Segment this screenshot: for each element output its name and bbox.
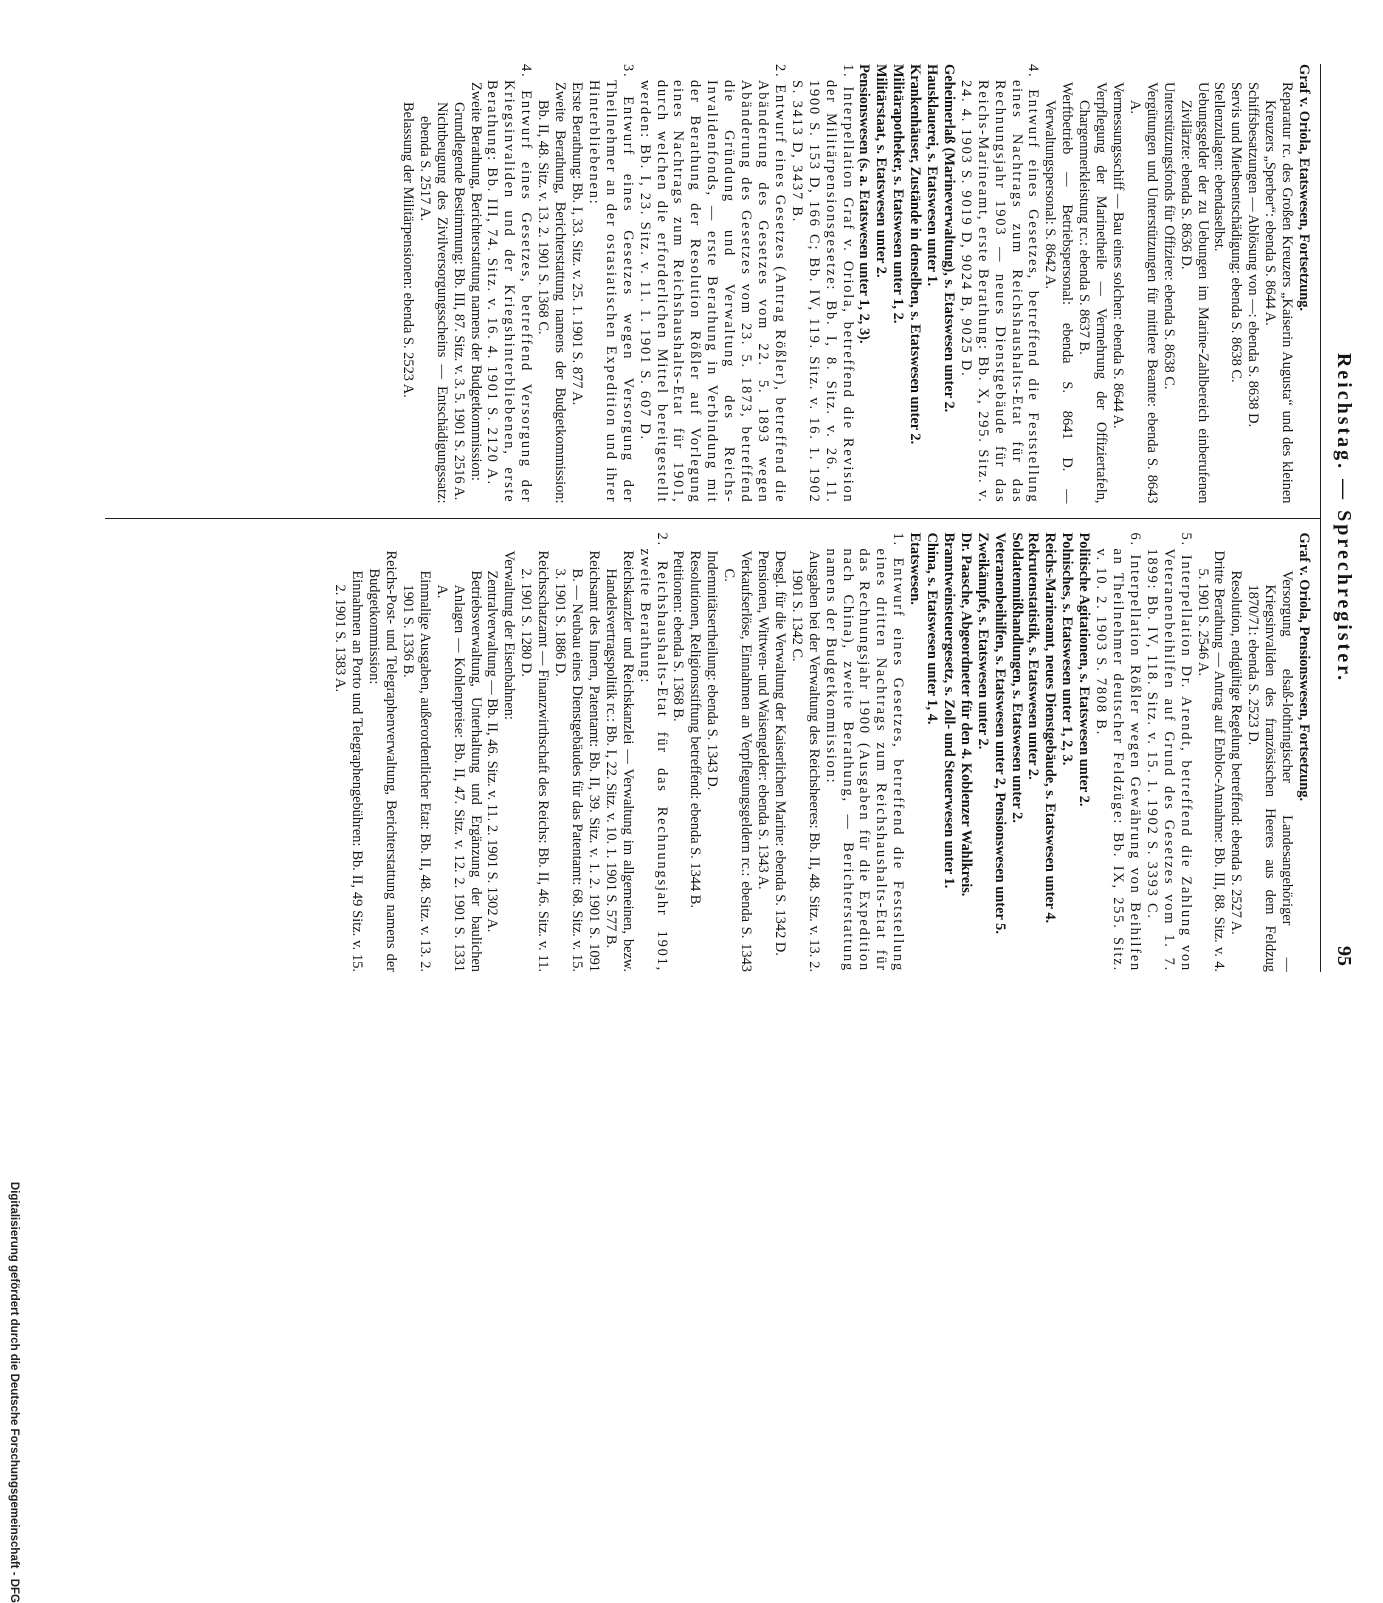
index-entry: Vergütungen und Unterstützungen für mittlere Beamte: ebenda S. 8643 A.: [1126, 82, 1160, 504]
index-entry: Reparatur rc. des Großen Kreuzers „Kaiserin Augusta“ und des kleinen Kreuzers „Sperber“: ebenda S. 8644 A.: [1262, 82, 1296, 504]
text-columns: [105, 64, 1320, 972]
index-subentry: Einnahmen an Porto und Telegraphengebühren: Bb. II, 49 Sitz. v. 15. 2. 1901 S. 1383 A.: [332, 570, 366, 972]
index-entry: Zweite Berathung, Berichterstattung namens der Budgetkommission: Bb. II, 48. Sitz. v. 13. 2. 1901 S. 1368 C.: [535, 82, 569, 504]
page-header: [1320, 64, 1369, 972]
topic-entry: Zweikämpfe, s. Etatswesen unter 2.: [974, 532, 991, 750]
numbered-entry: 3. Entwurf eines Gesetzes wegen Versorgung der Theilnehmer an der ostasiatischen Expedition und ihrer Hinterbliebenen:: [585, 64, 636, 504]
numbered-entry: 2. Entwurf eines Gesetzes (Antrag Rößler), betreffend die Abänderung des Gesetzes vom 22. 5. 1893 wegen Abänderung des Gesetzes vom 23. 5. 1873, betreffend die Gründung und Verwaltung des Reichs-Invalidenfonds, — erste Berathung in Verbindung mit der Berathung der Resolution Rößler auf Vorlegung eines Nachtrags zum Reichshaushalts-Etat für 1901, durch welchen die erforderlichen Mittel bereitgestellt werden: Bb. I, 23. Sitz. v. 11. 1. 1901 S. 607 D.: [636, 64, 788, 504]
numbered-entry: 5. Interpellation Dr. Arendt, betreffend die Zahlung von Veteranenbeihilfen auf Grund des Gesetzes vom 1. 7. 1899: Bb. IV, 118. Sitz. v. 15. 1. 1902 S. 3393 C.: [1143, 532, 1194, 972]
index-entry: Vermessungsschiff — Bau eines solchen: ebenda S. 8644 A.: [1110, 82, 1127, 429]
index-subentry: Nichtbeugung des Zivilversorgungsscheins — Entschädigungssatz: ebenda S. 2517 A.: [416, 102, 450, 504]
index-entry: Reichsamt des Innern, Patentamt: Bb. II, 39. Sitz. v. 1. 2. 1901 S. 1091 B. — Neubau eines Dienstgebäudes für das Patentamt: 68. Sitz. v. 15. 3. 1901 S. 1886 D.: [552, 550, 602, 972]
index-entry: Dritte Berathung — Antrag auf Enbloc-Annahme: Bb. III, 88. Sitz. v. 4. 5. 1901 S. 2546 A.: [1194, 550, 1228, 972]
index-subentry: Grundlegende Bestimmung: Bb. III, 87. Sitz. v. 3. 5. 1901 S. 2516 A.: [450, 102, 467, 501]
index-entry: Werftbetrieb — Betriebspersonal: ebenda S. 8641 D. — Verwaltungspersonal: S. 8642 A.: [1042, 82, 1076, 504]
index-entry: Petitionen: ebenda S. 1368 B.: [670, 550, 687, 722]
index-entry: Reichskanzler und Reichskanzlei — Verwaltung im allgemeinen, bezw. Handelsvertragspolitik rc.: Bb. I, 22. Sitz. v. 10. 1. 1901 S. 577 B.: [602, 550, 636, 972]
index-entry: Verpflegung der Marinetheile — Vermehrung der Offiziertafeln, Chargenmerkleistung rc.: ebenda S. 8637 B.: [1076, 82, 1110, 504]
topic-entry: Branntweinsteuergesetz, s. Zoll- und Steuerwesen unter 1.: [940, 532, 957, 889]
index-subentry: Einmalige Ausgaben, außerordentlicher Etat: Bb. II, 48. Sitz. v. 13. 2. 1901 S. 1336 B.: [399, 570, 433, 972]
topic-entry: Politische Agitationen, s. Etatswesen unter 2.: [1076, 532, 1093, 807]
index-entry: Reichs-Post- und Telegraphenverwaltung, Berichterstattung namens der Budgetkommission:: [366, 550, 400, 972]
index-entry: Stellenzulagen: ebendaselbst.: [1211, 82, 1228, 252]
topic-entry: Krankenhäuser, Zustände in denselben, s. Etatswesen unter 2.: [907, 64, 924, 445]
numbered-entry: 2. Reichshaushalts-Etat für das Rechnungsjahr 1901, zweite Berathung:: [636, 532, 670, 972]
right-column: [105, 519, 1320, 973]
index-subentry: Zentralverwaltung — Bb. II, 46. Sitz. v. 11. 2. 1901 S. 1302 A.: [484, 570, 501, 933]
index-entry: Verwaltung der Eisenbahnen:: [501, 550, 518, 720]
index-entry: Zweite Berathung, Berichterstattung namens der Budgetkommission:: [467, 82, 484, 481]
index-entry: Erste Berathung: Bb. I, 33. Sitz. v. 25. 1. 1901 S. 877 A.: [569, 82, 586, 406]
digitization-credit: Digitalisierung gefördert durch die Deutsche Forschungsgemeinschaft - DFG: [8, 1181, 20, 1603]
index-entry: Schiffsbesatzungen — Ablösung von —: ebenda S. 8638 D.: [1245, 82, 1262, 428]
topic-entry: Rekrutenstatistik, s. Etatswesen unter 2.: [1025, 532, 1042, 780]
numbered-entry: 6. Interpellation Rößler wegen Gewährung von Beihilfen an Theilnehmer deutscher Feldzüge: Bb. IX, 255. Sitz. v. 10. 2. 1903 S. 7808 B.: [1093, 532, 1143, 972]
left-column: [105, 64, 1320, 519]
entry-heading: Graf v. Oriola, Pensionswesen, Fortsetzung.: [1296, 532, 1312, 802]
index-entry: Reichsschatzamt — Finanzwirthschaft des Reichs: Bb. II, 46. Sitz. v. 11. 2. 1901 S. 1280 D.: [518, 550, 552, 972]
index-entry: Desgl. für die Verwaltung der Kaiserlichen Marine: ebenda S. 1342 D.: [771, 550, 788, 956]
index-entry: Unterstützungsfonds für Offiziere: ebenda S. 8638 C.: [1160, 82, 1177, 390]
page-number: 95: [1333, 946, 1355, 966]
index-subentry: Versorgung elsaß-lothringischer Landesangehöriger — Kriegsinvaliden des französischen Heeres aus dem Feldzug 1870/71: ebenda S. 2523 D.: [1245, 570, 1296, 972]
entry-heading: Graf v. Oriola, Etatswesen, Fortsetzung.: [1296, 64, 1312, 312]
numbered-entry: 4. Entwurf eines Gesetzes, betreffend die Feststellung eines Nachtrags zum Reichshaushalts-Etat für das Rechnungsjahr 1903 — neues Dienstgebäude für das Reichs-Marineamt, erste Berathung: Bb. X, 295. Sitz. v. 24. 4. 1903 S. 9019 D, 9024 B, 9025 D.: [957, 64, 1042, 504]
index-subentry: Belassung der Militärpensionen: ebenda S. 2523 A.: [399, 102, 416, 398]
index-entry: Ausgaben bei der Verwaltung des Reichsheeres: Bb. II, 48. Sitz. v. 13. 2. 1901 S. 1342 C.: [788, 550, 822, 972]
index-subentry: Resolution, endgültige Regelung betreffend: ebenda S. 2527 A.: [1228, 570, 1245, 935]
topic-entry: Veteranenbeihilfen, s. Etatswesen unter 2, Pensionswesen unter 5.: [991, 532, 1008, 934]
running-title: Reichstag. — Sprechregister.: [1333, 352, 1355, 684]
topic-entry: Militärstaat, s. Etatswesen unter 2.: [873, 64, 890, 278]
topic-entry: Pensionswesen (s. a. Etatswesen unter 1, 2, 3).: [856, 64, 873, 344]
topic-entry: China, s. Etatswesen unter 1, 4.: [924, 532, 941, 725]
index-entry: Pensionen, Wittwen- und Waisengelder: ebenda S. 1343 A.: [755, 550, 771, 890]
person-heading: Dr. Paasche, Abgeordneter für den 4. Koblenzer Wahlkreis.: [957, 532, 974, 897]
index-entry: Uebungsgelder der zu Uebungen im Marine-Zahlbereich einberufenen Zivilärzte: ebenda S. 8636 D.: [1177, 82, 1211, 504]
topic-entry: Hausklauerei, s. Etatswesen unter 1.: [924, 64, 941, 287]
numbered-entry: 1. Interpellation Graf v. Oriola, betreffend die Revision der Militärpensionsgesetze: Bb. I, 8. Sitz. v. 26. 11. 1900 S. 153 D, 166 C; Bb. IV, 119. Sitz. v. 16. 1. 1902 S. 3413 D, 3437 B.: [788, 64, 856, 504]
topic-entry: Militärapotheker, s. Etatswesen unter 1, 2.: [890, 64, 907, 324]
index-entry: Indemnitätsertheilung: ebenda S. 1343 D.: [704, 550, 721, 791]
index-entry: Resolutionen, Religionsstiftung betreffend: ebenda S. 1344 B.: [687, 550, 704, 908]
topic-entry: Etatswesen.: [907, 532, 924, 605]
index-entry: Servis und Miethsentschädigung: ebenda S. 8638 C.: [1228, 82, 1245, 383]
topic-entry: Reichs-Marineamt, neues Dienstgebäude, s. Etatswesen unter 4.: [1042, 532, 1059, 924]
index-subentry: Betriebsverwaltung, Unterhaltung und Ergänzung der baulichen Anlagen — Kohlenpreise: Bb. II, 47. Sitz. v. 12. 2. 1901 S. 1331 A.: [433, 570, 484, 972]
numbered-entry: 1. Entwurf eines Gesetzes, betreffend die Feststellung eines dritten Nachtrags zum Reichshaushalts-Etat für das Rechnungsjahr 1900 (Ausgaben für die Expedition nach China), zweite Berathung, — Berichterstattung namens der Budgetkommission:: [822, 532, 907, 972]
topic-entry: Polnisches, s. Etatswesen unter 1, 2, 3.: [1059, 532, 1076, 766]
topic-entry: Geheimerlaß (Marineverwaltung), s. Etatswesen unter 2.: [940, 64, 957, 413]
topic-entry: Soldatenmißhandlungen, s. Etatswesen unter 2.: [1008, 532, 1025, 823]
numbered-entry: 4. Entwurf eines Gesetzes, betreffend Versorgung der Kriegsinvaliden und der Kriegshinterbliebenen, erste Berathung: Bb. III, 74. Sitz. v. 16. 4. 1901 S. 2120 A.: [484, 64, 535, 504]
index-entry: Verkaufserlöse, Einnahmen an Verpflegungsgeldern rc.: ebenda S. 1343 C.: [721, 550, 755, 972]
